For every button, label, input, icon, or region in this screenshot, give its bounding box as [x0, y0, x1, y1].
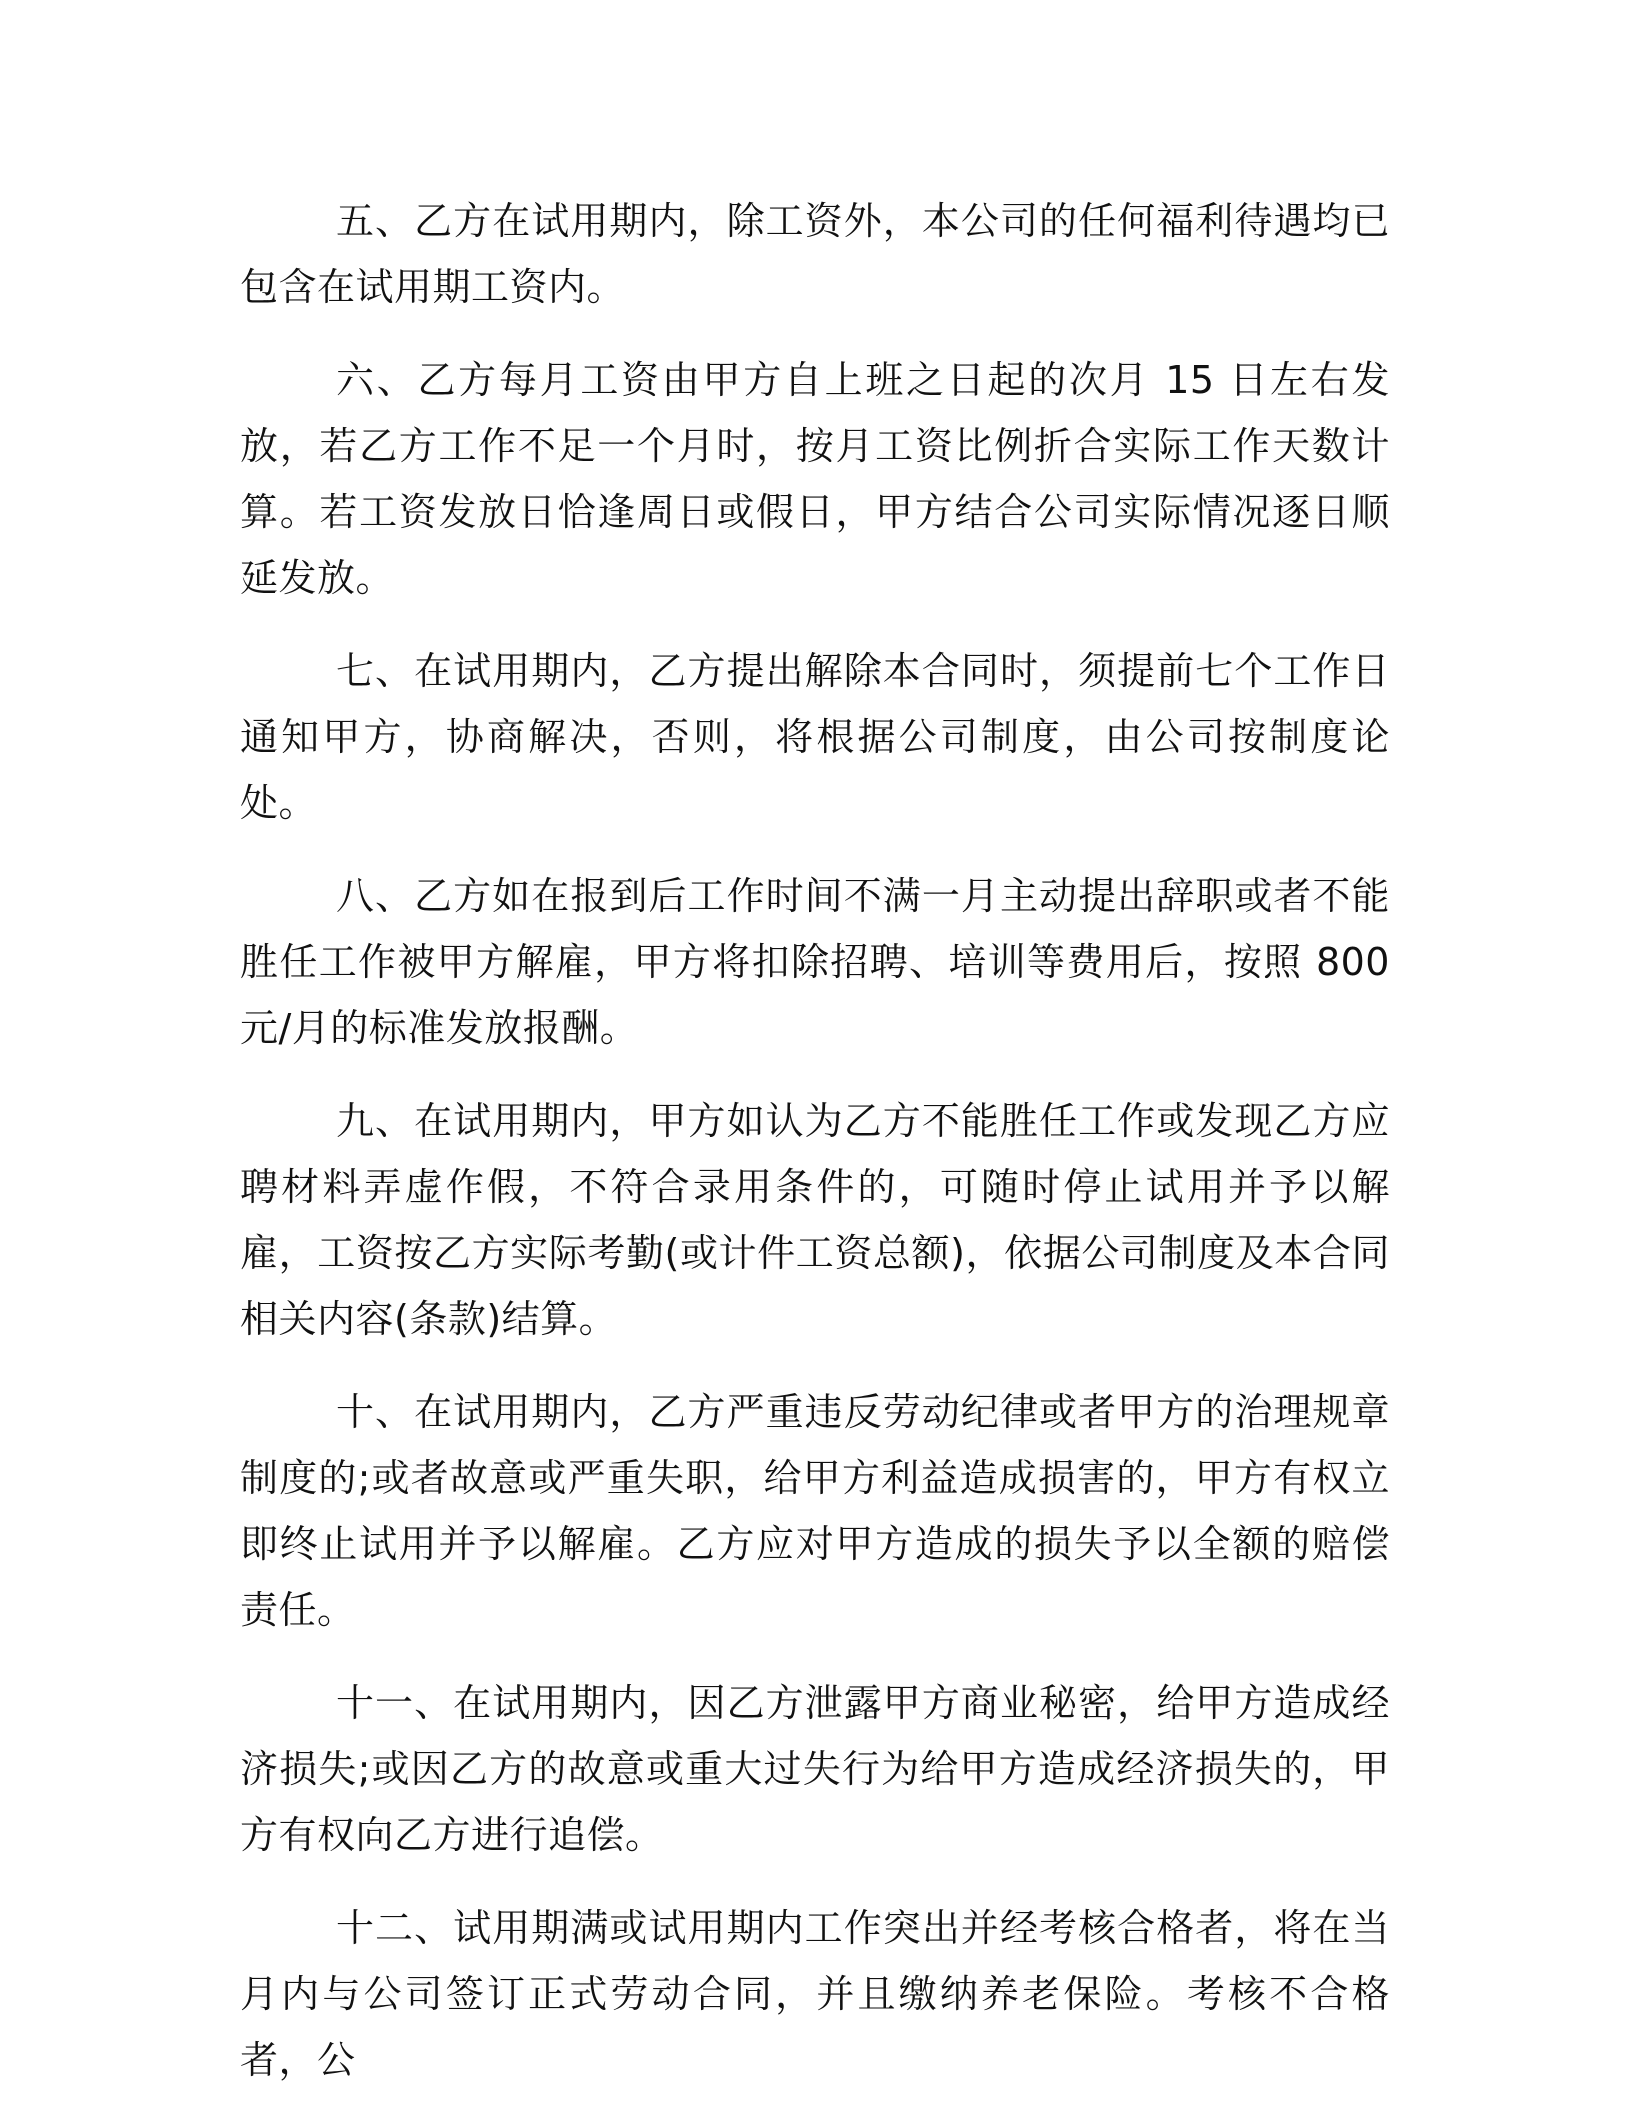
clause-10: 十、在试用期内，乙方严重违反劳动纪律或者甲方的治理规章制度的;或者故意或严重失职，给甲方利益造成损害的，甲方有权立即终止试用并予以解雇。乙方应对甲方造成的损失予以全额的赔偿责任。	[240, 1390, 1390, 1632]
document-body	[240, 188, 1390, 2120]
clause-6: 六、乙方每月工资由甲方自上班之日起的次月 15 日左右发放，若乙方工作不足一个月时，按月工资比例折合实际工作天数计算。若工资发放日恰逢周日或假日，甲方结合公司实际情况逐日顺延发放。	[240, 358, 1390, 600]
clause-9: 九、在试用期内，甲方如认为乙方不能胜任工作或发现乙方应聘材料弄虚作假，不符合录用条件的，可随时停止试用并予以解雇，工资按乙方实际考勤(或计件工资总额)，依据公司制度及本合同相关内容(条款)结算。	[240, 1099, 1390, 1341]
clause-7: 七、在试用期内，乙方提出解除本合同时，须提前七个工作日通知甲方，协商解决，否则，将根据公司制度，由公司按制度论处。	[240, 649, 1390, 825]
clause-12: 十二、试用期满或试用期内工作突出并经考核合格者，将在当月内与公司签订正式劳动合同，并且缴纳养老保险。考核不合格者，公	[240, 1906, 1390, 2082]
clause-11: 十一、在试用期内，因乙方泄露甲方商业秘密，给甲方造成经济损失;或因乙方的故意或重大过失行为给甲方造成经济损失的，甲方有权向乙方进行追偿。	[240, 1681, 1390, 1857]
clause-8: 八、乙方如在报到后工作时间不满一月主动提出辞职或者不能胜任工作被甲方解雇，甲方将扣除招聘、培训等费用后，按照 800 元/月的标准发放报酬。	[240, 874, 1390, 1050]
clause-5: 五、乙方在试用期内，除工资外，本公司的任何福利待遇均已包含在试用期工资内。	[240, 199, 1390, 309]
